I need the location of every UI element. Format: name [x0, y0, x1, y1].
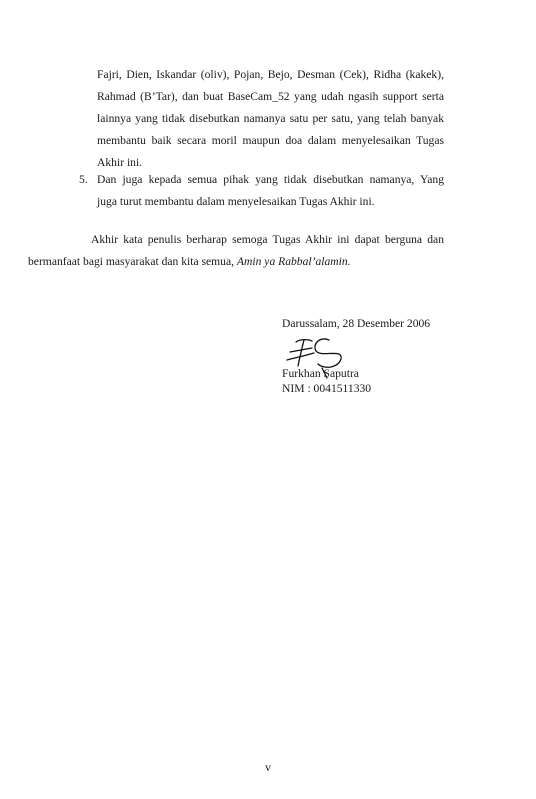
page-number: v	[265, 760, 271, 774]
list-continuation-line: Akhir ini.	[97, 156, 143, 169]
closing-prayer: Amin ya Rabbal’alamin.	[236, 255, 351, 268]
closing-paragraph-line	[28, 255, 351, 269]
list-item-number: 5.	[79, 173, 88, 186]
list-continuation-line: lainnya yang tidak disebutkan namanya satu per satu, yang telah banyak	[97, 112, 444, 125]
list-continuation-line: Fajri, Dien, Iskandar (oliv), Pojan, Bejo, Desman (Cek), Ridha (kakek),	[97, 68, 444, 81]
list-item-line: Dan juga kepada semua pihak yang tidak disebutkan namanya, Yang	[97, 173, 444, 186]
closing-text: bermanfaat bagi masyarakat dan kita semua,	[28, 255, 237, 268]
place-date: Darussalam, 28 Desember 2006	[282, 317, 431, 330]
list-continuation-line: membantu baik secara moril maupun doa dalam menyelesaikan Tugas	[97, 134, 444, 147]
signer-name: Furkhan Saputra	[282, 367, 359, 380]
closing-paragraph-line: Akhir kata penulis berharap semoga Tugas Akhir ini dapat berguna dan	[91, 233, 444, 246]
list-item-line: juga turut membantu dalam menyelesaikan Tugas Akhir ini.	[97, 195, 375, 208]
signer-nim: NIM : 0041511330	[282, 382, 372, 395]
list-continuation-line: Rahmad (B’Tar), dan buat BaseCam_52 yang udah ngasih support serta	[97, 90, 444, 103]
